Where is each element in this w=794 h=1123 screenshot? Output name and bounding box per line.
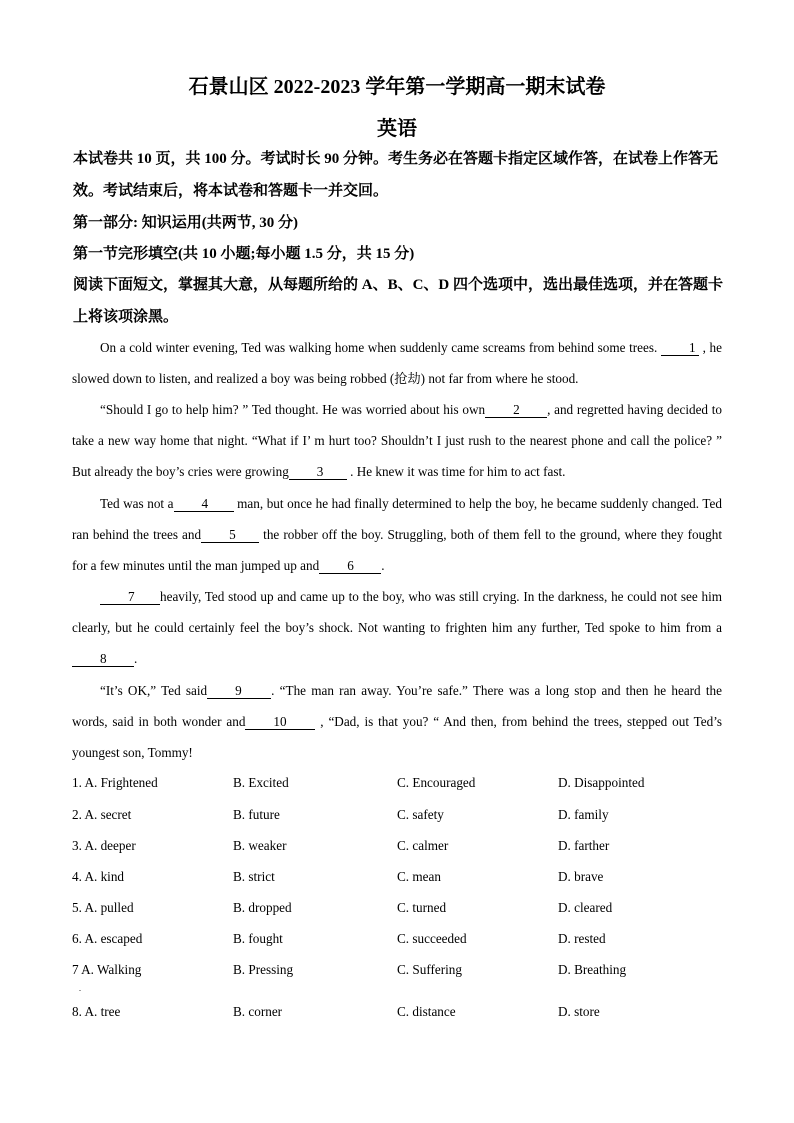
- blank-4: 4: [174, 496, 234, 512]
- passage-paragraph-1: On a cold winter evening, Ted was walking home when suddenly came screams from behind some trees. 1 , he slowed down to listen, and realized a boy was being robbed (抢劫) not far from where he stood.: [72, 340, 722, 386]
- question-row: [72, 869, 732, 891]
- option-a: 1. A. Frightened: [72, 775, 158, 790]
- question-row: [72, 931, 732, 953]
- passage-paragraph-3: Ted was not a 4 man, but once he had finally determined to help the boy, he became suddenly changed. Ted ran behind the trees and 5 the robber off the boy. Struggling, both of them fell to the ground, where they fought for a few minutes until the man jumped up and 6 .: [72, 496, 722, 573]
- option-a: 8. A. tree: [72, 1004, 121, 1019]
- question-row: [72, 1004, 732, 1026]
- option-d: D. Breathing: [558, 962, 627, 977]
- option-c: C. Encouraged: [397, 775, 476, 790]
- question-row: [72, 962, 732, 984]
- option-b: B. corner: [233, 1004, 283, 1019]
- passage-paragraph-5: “It’s OK,” Ted said 9 . “The man ran away. You’re safe.” There was a long stop and then he heard the words, said in both wonder and 10 , “Dad, is that you? “ And then, from behind the trees, stepped out Ted’s youngest son, Tommy!: [72, 683, 723, 760]
- subject-title: 英语: [377, 118, 417, 140]
- option-b: B. fought: [233, 931, 283, 946]
- question-row: [72, 775, 732, 797]
- option-a: 3. A. deeper: [72, 838, 136, 853]
- option-c: C. mean: [397, 869, 441, 884]
- blank-3: 3: [289, 464, 347, 480]
- option-d: D. store: [558, 1004, 600, 1019]
- question-row: [72, 900, 732, 922]
- blank-8: 8: [72, 651, 134, 667]
- option-c: C. turned: [397, 900, 447, 915]
- passage-paragraph-2: “Should I go to help him? ” Ted thought. He was worried about his own 2 , and regretted having decided to take a new way home that night. “What if I’ m hurt too? Shouldn’t I just rush to the nearest phone and call the police? ” But already the boy’s cries were growing 3 . He knew it was time for him to act fast.: [72, 402, 722, 479]
- option-d: D. farther: [558, 838, 610, 853]
- directions: 阅读下面短文，掌握其大意，从每题所给的 A、B、C、D 四个选项中，选出最佳选项，并在答题卡上将该项涂黑。: [73, 277, 724, 325]
- option-b: B. future: [233, 807, 280, 822]
- blank-5: 5: [201, 527, 259, 543]
- part-heading: 第一部分: 知识运用(共两节, 30 分): [73, 215, 298, 231]
- stray-mark: .: [79, 984, 81, 993]
- option-a: 5. A. pulled: [72, 900, 134, 915]
- option-b: B. strict: [233, 869, 275, 884]
- option-c: C. Suffering: [397, 962, 462, 977]
- blank-10: 10: [245, 714, 315, 730]
- option-b: B. dropped: [233, 900, 292, 915]
- option-c: C. calmer: [397, 838, 449, 853]
- page-title: 石景山区 2022-2023 学年第一学期高一期末试卷: [188, 76, 606, 98]
- section-heading: 第一节完形填空(共 10 小题;每小题 1.5 分，共 15 分): [73, 246, 415, 262]
- option-b: B. Excited: [233, 775, 289, 790]
- blank-2: 2: [485, 402, 547, 418]
- option-a: 2. A. secret: [72, 807, 132, 822]
- passage-paragraph-4: 7 heavily, Ted stood up and came up to the boy, who was still crying. In the darkness, he could not see him clearly, but he could certainly feel the boy’s shock. Not wanting to frighten him any further, Ted spoke to him from a8 .: [72, 589, 722, 666]
- option-c: C. distance: [397, 1004, 456, 1019]
- option-d: D. family: [558, 807, 609, 822]
- option-c: C. succeeded: [397, 931, 467, 946]
- option-b: B. weaker: [233, 838, 287, 853]
- option-a: 6. A. escaped: [72, 931, 143, 946]
- option-d: D. cleared: [558, 900, 613, 915]
- blank-7: 7: [100, 589, 160, 605]
- exam-instructions: 本试卷共 10 页，共 100 分。考试时长 90 分钟。考生务必在答题卡指定区域作答，在试卷上作答无效。考试结束后，将本试卷和答题卡一并交回。: [73, 151, 719, 199]
- blank-1: 1: [661, 340, 699, 356]
- option-d: D. rested: [558, 931, 606, 946]
- blank-9: 9: [207, 683, 271, 699]
- question-row: [72, 838, 732, 860]
- option-c: C. safety: [397, 807, 444, 822]
- option-b: B. Pressing: [233, 962, 294, 977]
- question-row: [72, 807, 732, 829]
- option-d: D. Disappointed: [558, 775, 645, 790]
- option-d: D. brave: [558, 869, 604, 884]
- option-a: 7 A. Walking: [72, 962, 142, 977]
- blank-6: 6: [319, 558, 381, 574]
- option-a: 4. A. kind: [72, 869, 125, 884]
